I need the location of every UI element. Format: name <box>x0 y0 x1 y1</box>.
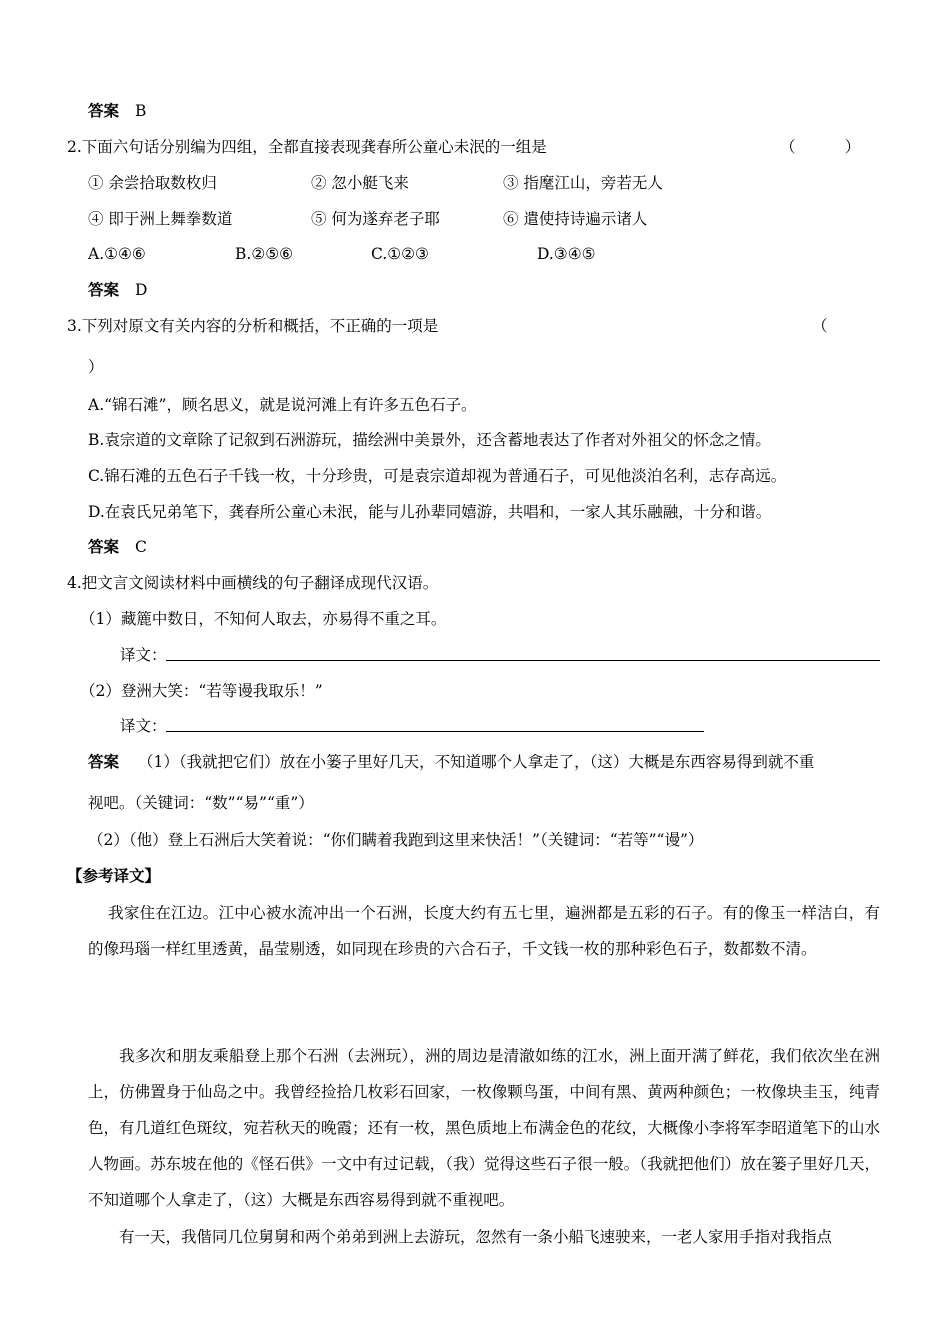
reference-paragraph-2: 我多次和朋友乘船登上那个石洲（去洲玩），洲的周边是清澈如练的江水，洲上面开满了鲜花，我们依次坐在洲上，仿佛置身于仙岛之中。我曾经捡拾几枚彩石回家，一枚像颗鸟蛋，中间有黑、黄两种颜色；一枚像块圭玉，纯青色，有几道红色斑纹，宛若秋天的晚霞；还有一枚，黑色质地上布满金色的花纹，大概像小李将军李昭道笔下的山水人物画。苏东坡在他的《怪石供》一文中有过记载，（我）觉得这些石子很一般。（我就把他们）放在篓子里好几天，不知道哪个人拿走了，（这）大概是东西容易得到就不重视吧。 <box>88 1047 880 1209</box>
q3-option-a: A.“锦石滩”，顾名思义，就是说河滩上有许多五色石子。 <box>88 396 477 414</box>
reference-paragraph-1: 我家住在江边。江中心被水流冲出一个石洲，长度大约有五七里，遍洲都是五彩的石子。有的像玉一样洁白，有的像玛瑙一样红里透黄，晶莹剔透，如同现在珍贵的六合石子，千文钱一枚的那种彩色石子，数都数不清。 <box>88 904 880 958</box>
reference-paragraph-3: 有一天，我偕同几位舅舅和两个弟弟到洲上去游玩，忽然有一条小船飞速驶来，一老人家用手指对我指点 <box>119 1228 833 1246</box>
q2-option-c: C.①②③ <box>371 245 429 263</box>
q3-bracket-open: （ <box>812 317 828 335</box>
q4-sentence-2: （2）登洲大笑：“若等谩我取乐！” <box>80 682 323 700</box>
q4-stem: 4.把文言文阅读材料中画横线的句子翻译成现代汉语。 <box>67 574 439 592</box>
q2-item-6: ⑥ 遣使持诗遍示诸人 <box>503 210 648 228</box>
answer-label-q4: 答案 <box>88 753 120 771</box>
q4-sentence-1: （1）藏簏中数日，不知何人取去，亦易得不重之耳。 <box>80 610 447 628</box>
q3-option-c: C.锦石滩的五色石子千钱一枚，十分珍贵，可是袁宗道却视为普通石子，可见他淡泊名利，志存高远。 <box>88 467 787 485</box>
q4-answer-part-2: （2）（他）登上石洲后大笑着说：“你们瞒着我跑到这里来快活！”（关键词：“若等”“谩”） <box>88 831 704 849</box>
q2-option-b: B.②⑤⑥ <box>235 245 294 263</box>
q4-answer-line-1[interactable] <box>166 660 880 661</box>
answer-value-q3: C <box>135 538 147 556</box>
q2-option-d: D.③④⑤ <box>537 245 596 263</box>
q4-answer-line-2[interactable] <box>166 731 704 732</box>
q3-bracket-close: ） <box>88 358 104 376</box>
q3-option-b: B.袁宗道的文章除了记叙到石洲游玩，描绘洲中美景外，还含蓄地表达了作者对外祖父的怀念之情。 <box>88 431 771 449</box>
q4-translation-label-2: 译文： <box>120 717 167 735</box>
answer-value-q1: B <box>135 102 147 120</box>
answer-label-q3: 答案 <box>88 538 120 556</box>
q3-option-d: D.在袁氏兄弟笔下，龚春所公童心未泯，能与儿孙辈同嬉游，共唱和，一家人其乐融融，十分和谐。 <box>88 503 772 521</box>
q2-stem: 2.下面六句话分别编为四组，全都直接表现龚春所公童心未泯的一组是 <box>67 138 547 156</box>
q2-item-1: ① 余尝拾取数枚归 <box>88 174 217 192</box>
q4-translation-label-1: 译文： <box>120 646 167 664</box>
q2-option-a: A.①④⑥ <box>88 245 146 263</box>
q2-answer-bracket: （ ） <box>780 138 861 156</box>
answer-label-q1: 答案 <box>88 102 120 120</box>
q3-stem: 3.下列对原文有关内容的分析和概括，不正确的一项是 <box>67 317 439 335</box>
q2-item-5: ⑤ 何为遂弃老子耶 <box>311 210 440 228</box>
q4-answer-part-1: （1）（我就把它们）放在小篓子里好几天，不知道哪个人拿走了，（这）大概是东西容易得到就不重 <box>138 753 815 771</box>
reference-title: 【参考译文】 <box>67 867 161 885</box>
answer-label-q2: 答案 <box>88 281 120 299</box>
answer-value-q2: D <box>135 281 148 299</box>
q2-item-3: ③ 指麾江山，旁若无人 <box>503 174 663 192</box>
q2-item-4: ④ 即于洲上舞拳数道 <box>88 210 233 228</box>
q2-item-2: ② 忽小艇飞来 <box>311 174 409 192</box>
q4-answer-part-1-cont: 视吧。（关键词：“数”“易”“重”） <box>88 794 314 812</box>
